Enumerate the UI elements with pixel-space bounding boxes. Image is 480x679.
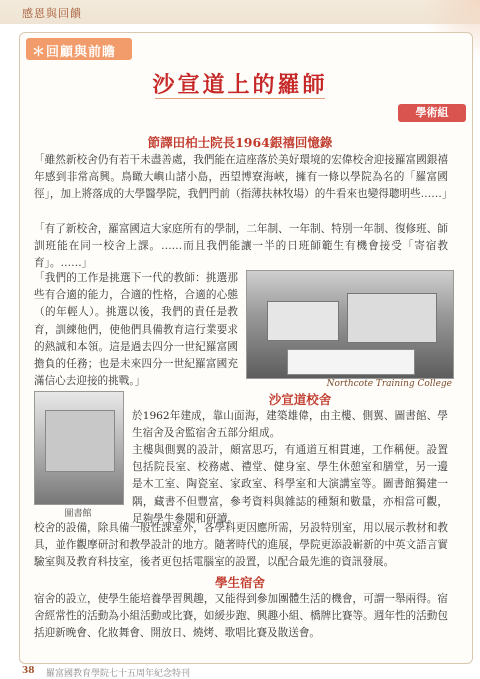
building-shape	[267, 301, 339, 341]
page-title: 沙宣道上的羅師	[152, 72, 328, 98]
section-header: 感恩與回饋	[22, 7, 82, 20]
library-building	[45, 410, 115, 472]
library-caption: 圖書館	[64, 509, 92, 519]
paragraph-7: 宿舍的設立，使學生能培養學習興趣，又能得到參加團體生活的機會，可謂一舉兩得。宿舍經常性的活動為小組活動或比賽，如緩步跑、興趣小組、橋牌比賽等。週年性的活動包括迎新晚會、化妝舞會、開放日、燒烤、歌唱比賽及散送會。	[34, 593, 448, 640]
page-number: 38	[22, 666, 35, 676]
title-underline	[155, 98, 325, 99]
building-shape	[347, 293, 437, 343]
photo-plaque	[287, 349, 415, 375]
paragraph-6: 校舍的設備，除具備一般性課室外，各學科更因應所需，另設特別室，用以展示教材和教具，並作觀摩研討和教學設計的地方。隨著時代的進展，學院更添設嶄新的中英文語言實驗室與及教育科技室，後者更包括電腦室的設置，以配合最先進的資訊發展。	[34, 522, 448, 569]
paragraph-1: 「雖然新校舍仍有若干未盡善處，我們能在這座落於美好環境的宏偉校舍迎接羅富國銀禧年感到非常高興。鳥瞰大嶼山諸小島，西望博寮海峽，擁有一條以學院為名的「羅富國徑」，加上將落成的大學醫學院，我們門前（指薄扶林牧場）的牛看來也變得聰明些……」	[34, 154, 453, 201]
section-tab-label: ＊回顧與前瞻	[32, 45, 117, 60]
subheading-campus: 沙宣道校舍	[268, 392, 332, 407]
footer-text: 羅富國教育學院七十五周年紀念特刊	[46, 669, 191, 679]
library-photo	[34, 391, 124, 505]
section-tab	[26, 38, 132, 60]
paragraph-5: 主樓與側翼的設計，頗富思巧，有通道互相貫連，工作稱便。設置包括院長室、校務處、禮堂、健身室、學生休憩室和膳堂，另一邊是木工室、陶瓷室、家政室、科學室和大演講室等。圖書館獨建一隅，藏書不但豐富，參考資料與雜誌的種類和數量，亦相當可觀，足夠學生參閱和研讀。	[132, 444, 448, 525]
subheading-hostel: 學生宿舍	[214, 575, 265, 590]
photo-caption: Northcote Training College	[326, 379, 452, 389]
paragraph-4: 於1962年建成，靠山面海，建築雄偉，由主樓、側翼、圖書館、學生宿舍及舍監宿舍五部分組成。	[132, 410, 448, 440]
paragraph-3: 「我們的工作是挑選下一代的教師：挑選那些有合適的能力，合適的性格，合適的心態（的年輕人）。挑選以後，我們的責任是教育，訓練他們，使他們具備教育這行業要求的熱誠和本領。這是過去四分一世紀羅富國擔負的任務；也是未來四分一世紀羅富國充滿信心去迎接的挑戰。」	[34, 272, 238, 388]
paragraph-2: 「有了新校舍，羅富國這大家庭所有的學制，二年制、一年制、特別一年制、復修班、師訓班能在同一校舍上課。……而且我們能讓一半的日班師範生有機會接受「寄宿教育」。……」	[34, 223, 448, 270]
subheading-memoir: 節譯田柏士院長1964銀禧回憶錄	[147, 135, 333, 150]
college-photo	[246, 270, 454, 379]
category-badge: 學術組	[398, 104, 466, 122]
